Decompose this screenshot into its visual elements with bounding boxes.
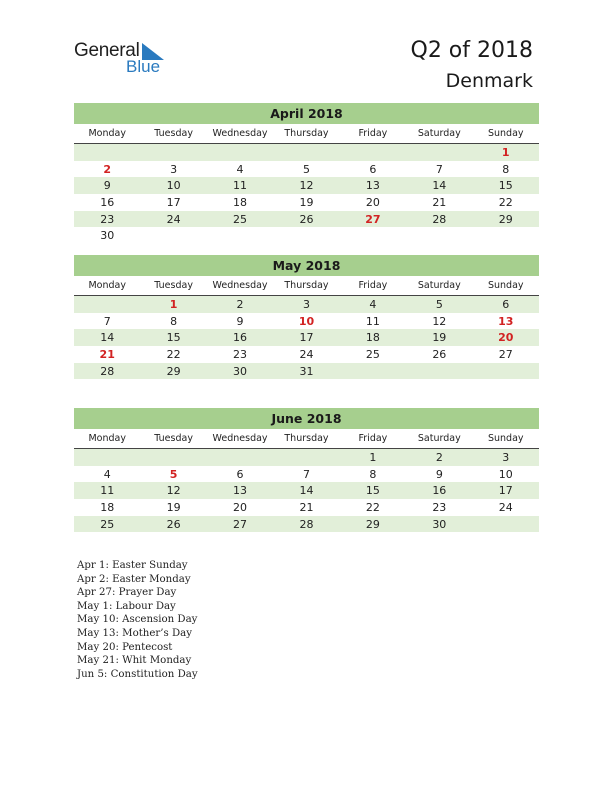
weekday-label: Sunday: [487, 280, 524, 291]
day-cell: 3: [170, 162, 178, 176]
day-cell: 13: [233, 484, 248, 498]
day-cell: 7: [302, 467, 310, 481]
weekday-label: Friday: [358, 433, 388, 444]
day-cell: 6: [369, 162, 377, 176]
day-cell: 6: [502, 298, 510, 311]
holiday-day-cell: 10: [298, 314, 315, 328]
week-row: [74, 161, 539, 178]
holiday-day-cell: 27: [365, 212, 381, 226]
day-cell: 14: [299, 484, 314, 498]
day-cell: [340, 363, 406, 380]
day-cell: 5: [302, 162, 310, 176]
day-cell: 2: [236, 298, 244, 311]
day-cell: 11: [365, 314, 380, 328]
weekday-label: Tuesday: [154, 280, 193, 291]
day-cell: 24: [299, 348, 314, 362]
month-title: April 2018: [74, 103, 539, 124]
month-title: May 2018: [74, 255, 539, 276]
week-row: [74, 211, 539, 228]
day-cell: 28: [432, 212, 447, 226]
generalblue-logo: [74, 40, 174, 80]
day-cell: 30: [432, 517, 447, 531]
day-cell: [74, 296, 140, 313]
weekday-label: Sunday: [487, 128, 524, 139]
holiday-list-item: May 10: Ascension Day: [77, 614, 198, 626]
day-cell: 25: [365, 348, 380, 362]
day-cell: 18: [100, 501, 115, 515]
day-cell: 17: [299, 331, 314, 345]
holiday-list-item: Jun 5: Constitution Day: [77, 668, 198, 680]
day-cell: 8: [170, 314, 178, 328]
day-cell: [273, 227, 339, 244]
weekday-label: Friday: [358, 280, 388, 291]
weekday-label: Saturday: [417, 433, 461, 444]
holiday-day-cell: 5: [169, 467, 178, 481]
month-calendar: [74, 103, 539, 244]
weekday-label: Monday: [88, 433, 126, 444]
day-cell: 9: [435, 467, 443, 481]
week-row: [74, 363, 539, 380]
day-cell: [473, 227, 539, 244]
weekday-label: Tuesday: [154, 433, 193, 444]
day-cell: [140, 449, 206, 466]
day-cell: 27: [498, 348, 513, 362]
holiday-list-item: Apr 2: Easter Monday: [77, 573, 191, 585]
day-cell: 4: [103, 467, 111, 481]
day-cell: 10: [166, 179, 181, 193]
weekday-header-row: [74, 276, 539, 296]
day-cell: 2: [435, 451, 443, 464]
day-cell: 17: [166, 196, 181, 210]
day-cell: 26: [166, 517, 181, 531]
holiday-day-cell: 20: [498, 331, 514, 345]
weekday-label: Wednesday: [212, 280, 268, 291]
weekday-header-row: [74, 429, 539, 449]
weekday-label: Monday: [88, 128, 126, 139]
weekday-header-row: [74, 124, 539, 144]
week-row: [74, 296, 539, 313]
day-cell: [140, 227, 206, 244]
day-cell: 19: [299, 196, 314, 210]
day-cell: 23: [432, 501, 447, 515]
week-row: [74, 466, 539, 483]
day-cell: 21: [432, 196, 447, 210]
day-cell: 20: [365, 196, 380, 210]
holiday-list-item: May 13: Mother’s Day: [77, 627, 192, 639]
day-cell: [207, 227, 273, 244]
day-cell: [340, 227, 406, 244]
week-row: [74, 499, 539, 516]
day-cell: [207, 144, 273, 161]
day-cell: 9: [236, 314, 244, 328]
weekday-label: Tuesday: [154, 128, 193, 139]
day-cell: 12: [299, 179, 314, 193]
day-cell: 1: [369, 451, 377, 464]
weekday-label: Monday: [88, 280, 126, 291]
week-row: [74, 144, 539, 161]
day-cell: [273, 144, 339, 161]
day-cell: 12: [166, 484, 181, 498]
day-cell: 11: [233, 179, 248, 193]
holiday-list: [77, 559, 198, 681]
day-cell: 13: [365, 179, 380, 193]
day-cell: [140, 144, 206, 161]
day-cell: 23: [100, 212, 115, 226]
weekday-label: Thursday: [284, 128, 329, 139]
day-cell: 15: [365, 484, 380, 498]
day-cell: 26: [299, 212, 314, 226]
day-cell: [406, 227, 472, 244]
day-cell: 17: [498, 484, 513, 498]
day-cell: 4: [236, 162, 244, 176]
day-cell: 28: [299, 517, 314, 531]
day-cell: 14: [100, 331, 115, 345]
holiday-day-cell: 21: [99, 348, 115, 362]
logo-general-text: General: [74, 40, 140, 61]
holiday-day-cell: 1: [169, 298, 178, 311]
weekday-label: Friday: [358, 128, 388, 139]
week-row: [74, 482, 539, 499]
day-cell: 22: [166, 348, 181, 362]
week-row: [74, 329, 539, 346]
day-cell: 10: [498, 467, 513, 481]
day-cell: [473, 516, 539, 533]
day-cell: 25: [100, 517, 115, 531]
holiday-list-item: Apr 1: Easter Sunday: [77, 560, 188, 571]
week-row: [74, 177, 539, 194]
week-row: [74, 449, 539, 466]
holiday-list-item: May 21: Whit Monday: [77, 655, 192, 667]
day-cell: 3: [302, 298, 310, 311]
day-cell: 4: [369, 298, 377, 311]
day-cell: 16: [100, 196, 115, 210]
day-cell: 29: [365, 517, 380, 531]
week-row: [74, 313, 539, 330]
day-cell: 15: [498, 179, 513, 193]
day-cell: 24: [166, 212, 181, 226]
weekday-label: Thursday: [284, 433, 329, 444]
day-cell: [406, 144, 472, 161]
day-cell: 15: [166, 331, 181, 345]
weekday-label: Saturday: [417, 280, 461, 291]
day-cell: 22: [365, 501, 380, 515]
week-row: [74, 227, 539, 244]
day-cell: 24: [498, 501, 513, 515]
day-cell: 23: [233, 348, 248, 362]
day-cell: 9: [103, 179, 111, 193]
day-cell: [207, 449, 273, 466]
day-cell: [74, 449, 140, 466]
day-cell: 19: [166, 501, 181, 515]
day-cell: 6: [236, 467, 244, 481]
day-cell: 28: [100, 364, 115, 378]
day-cell: 19: [432, 331, 447, 345]
day-cell: [74, 144, 140, 161]
weekday-label: Wednesday: [212, 128, 268, 139]
month-calendar: [74, 408, 539, 532]
day-cell: 29: [166, 364, 181, 378]
weekday-label: Sunday: [487, 433, 524, 444]
day-cell: 5: [435, 298, 443, 311]
day-cell: 7: [103, 314, 111, 328]
day-cell: 27: [233, 517, 248, 531]
holiday-day-cell: 2: [103, 162, 112, 176]
day-cell: 3: [502, 451, 510, 464]
day-cell: 18: [365, 331, 380, 345]
day-cell: 7: [435, 162, 443, 176]
week-row: [74, 516, 539, 533]
day-cell: 31: [299, 364, 314, 378]
day-cell: 30: [233, 364, 248, 378]
day-cell: 8: [502, 162, 510, 176]
day-cell: 11: [100, 484, 115, 498]
day-cell: 8: [369, 467, 377, 481]
day-cell: [406, 363, 472, 380]
day-cell: 25: [233, 212, 248, 226]
day-cell: 12: [432, 314, 447, 328]
weekday-label: Thursday: [284, 280, 329, 291]
day-cell: 14: [432, 179, 447, 193]
holiday-day-cell: 1: [501, 146, 510, 159]
day-cell: 20: [233, 501, 248, 515]
day-cell: 16: [233, 331, 248, 345]
day-cell: 18: [233, 196, 248, 210]
week-row: [74, 194, 539, 211]
day-cell: 26: [432, 348, 447, 362]
day-cell: [340, 144, 406, 161]
weekday-label: Saturday: [417, 128, 461, 139]
country-name: Denmark: [445, 70, 533, 92]
weekday-label: Wednesday: [212, 433, 268, 444]
logo-blue-text: Blue: [126, 57, 161, 76]
holiday-list-item: May 20: Pentecost: [77, 641, 173, 653]
quarter-title: Q2 of 2018: [410, 38, 533, 63]
day-cell: 22: [498, 196, 513, 210]
holiday-list-item: Apr 27: Prayer Day: [77, 587, 177, 599]
day-cell: [473, 363, 539, 380]
day-cell: 16: [432, 484, 447, 498]
week-row: [74, 346, 539, 363]
month-calendar: [74, 255, 539, 379]
day-cell: 29: [498, 212, 513, 226]
day-cell: [273, 449, 339, 466]
holiday-day-cell: 13: [498, 314, 514, 328]
holiday-list-item: May 1: Labour Day: [77, 600, 176, 612]
day-cell: 30: [100, 229, 115, 243]
day-cell: 21: [299, 501, 314, 515]
month-title: June 2018: [74, 408, 539, 429]
